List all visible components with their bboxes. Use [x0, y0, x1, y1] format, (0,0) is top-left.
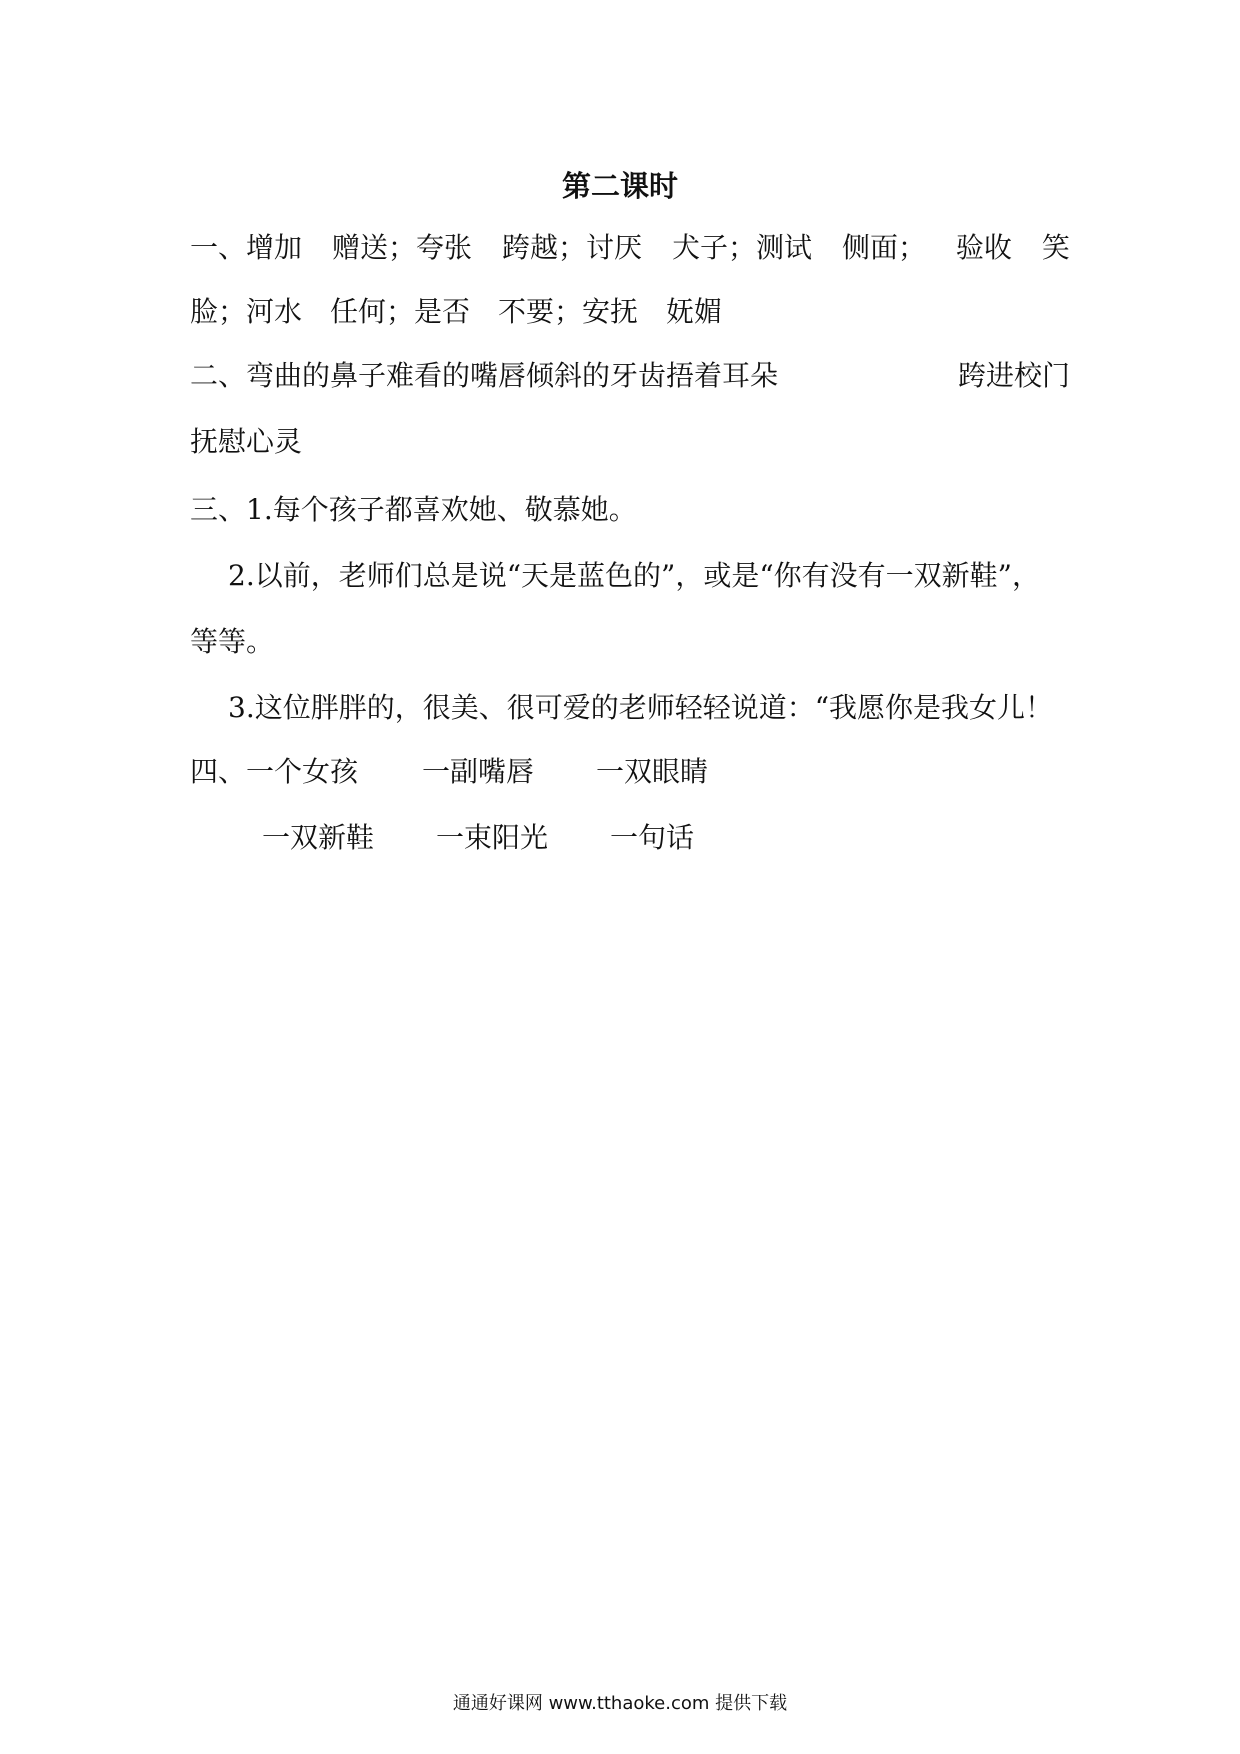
- section-2-phrases: 二、弯曲的鼻子难看的嘴唇倾斜的牙齿捂着耳朵: [190, 359, 779, 392]
- section-1-term: 一、增加: [190, 231, 303, 264]
- section-1-term: 验收: [955, 231, 1012, 264]
- section-1-term: 跨越；讨厌: [501, 231, 642, 264]
- section-2-line-1: [190, 356, 1070, 396]
- section-1-line-1: [190, 228, 1070, 268]
- section-2-phrase-right: 跨进校门: [957, 359, 1070, 392]
- measure-word-phrase: 四、一个女孩: [190, 755, 359, 788]
- section-1-term: 笑: [1041, 231, 1070, 264]
- section-3-item-3: 3.这位胖胖的，很美、很可爱的老师轻轻说道：“我愿你是我女儿！: [228, 691, 1054, 724]
- section-1-term: 赠送；夸张: [331, 231, 472, 264]
- measure-word-phrase: 一双眼睛: [596, 755, 709, 788]
- measure-word-phrase: 一句话: [610, 821, 695, 854]
- section-1-line-2: 脸；河水 任何；是否 不要；安抚 妩媚: [190, 295, 723, 328]
- measure-word-phrase: 一束阳光: [436, 821, 549, 854]
- measure-word-phrase: 一双新鞋: [262, 821, 375, 854]
- section-3-item-2-cont: 等等。: [190, 625, 275, 658]
- section-2-line-2: 抚慰心灵: [190, 425, 303, 458]
- page-footer: 通通好课网 www.tthaoke.com 提供下载: [452, 1693, 788, 1714]
- section-3-item-1: 三、1.每个孩子都喜欢她、敬慕她。: [190, 493, 637, 526]
- measure-word-phrase: 一副嘴唇: [422, 755, 535, 788]
- page-title: 第二课时: [561, 169, 678, 203]
- section-1-term: 侧面；: [841, 231, 926, 264]
- section-1-term: 犬子；测试: [671, 231, 812, 264]
- section-3-item-2: 2.以前，老师们总是说“天是蓝色的”，或是“你有没有一双新鞋”，: [228, 559, 1040, 592]
